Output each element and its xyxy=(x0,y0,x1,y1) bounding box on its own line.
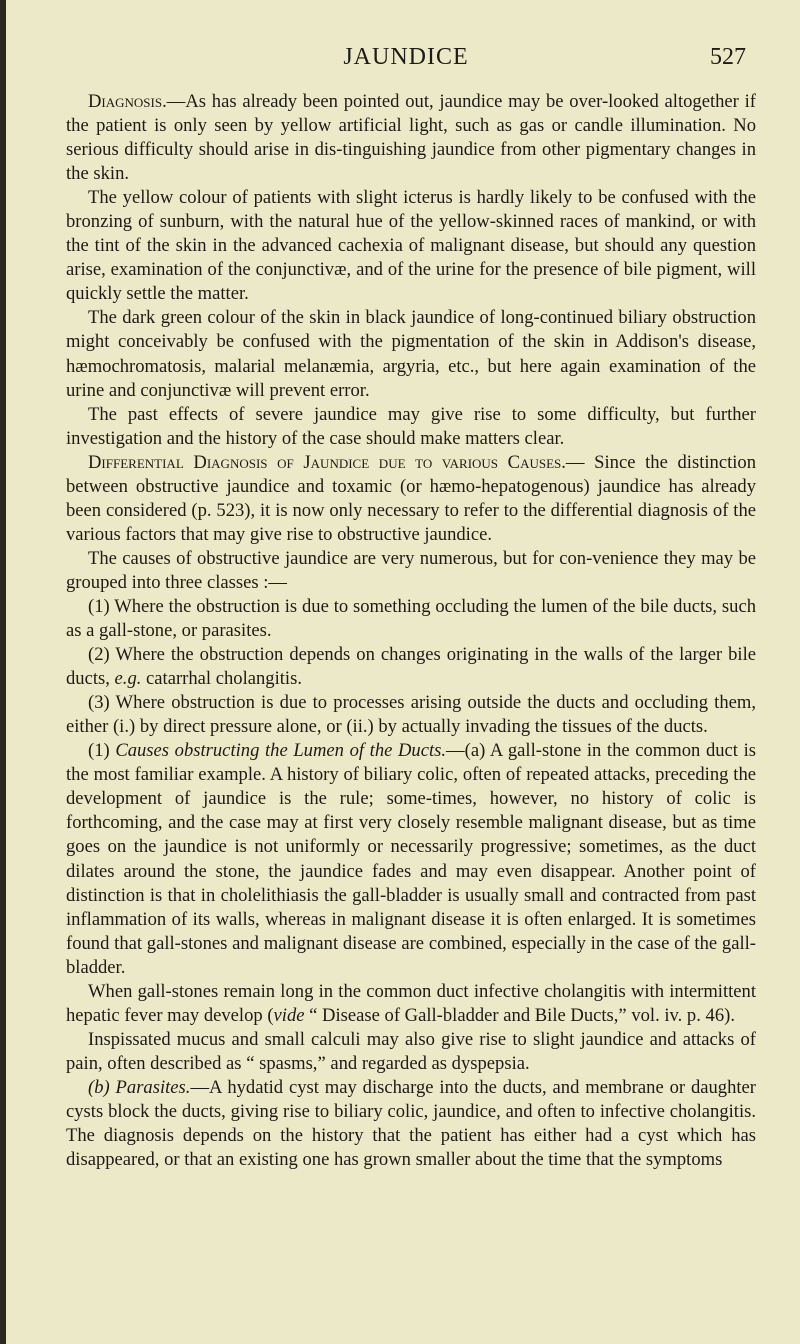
paragraph-dark-green-colour: The dark green colour of the skin in black jaundice of long-continued biliary obstruction might conceivably be confused with the pigmentation of the skin in Addison's disease, hæmochromatosis, malarial melanæmia, argyria, etc., but here again examination of the urine and conjunctivæ will prevent error. xyxy=(66,307,756,401)
section-heading-differential: Differential Diagnosis of Jaundice due to various Causes. xyxy=(88,451,566,473)
paragraph-gall-stone: (1) Causes obstructing the Lumen of the Ducts.—(a) A gall-stone in the common duct is the most familiar example. A history of biliary colic, often of repeated attacks, preceding the development of jaundice is the rule; some-times, however, no history of colic is forthcoming, and the case may at first very closely resemble malignant disease, but as time goes on the jaundice is not uniformly or necessarily progressive; sometimes, as the duct dilates around the stone, the jaundice fades and may even disappear. Another point of distinction is that in cholelithiasis the gall-bladder is usually small and contracted from past inflammation of its walls, whereas in malignant disease it is often enlarged. It is sometimes found that gall-stones and malignant disease are combined, especially in the case of the gall-bladder. xyxy=(66,740,756,978)
list-item-class-1: (1) Where the obstruction is due to something occluding the lumen of the bile ducts, such as a gall-stone, or parasites. xyxy=(66,595,756,642)
running-header xyxy=(66,44,746,78)
paragraph-diagnosis-intro: Diagnosis.—As has already been pointed out, jaundice may be over-looked altogether if the patient is only seen by yellow artificial light, such as gas or candle illumination. No serious difficulty should arise in dis-tinguishing jaundice from other pigmentary changes in the skin. xyxy=(66,91,756,185)
paragraph-past-effects: The past effects of severe jaundice may give rise to some difficulty, but further investigation and the history of the case should make matters clear. xyxy=(66,403,756,449)
paragraph-yellow-colour: The yellow colour of patients with slight icterus is hardly likely to be confused with the bronzing of sunburn, with the natural hue of the yellow-skinned races of mankind, or with the tint of the skin in the advanced cachexia of malignant disease, but should any question arise, examination of the conjunctivæ, and of the urine for the presence of bile pigment, will quickly settle the matter. xyxy=(66,187,756,305)
subsection-heading-lumen: Causes obstructing the Lumen of the Ducts. xyxy=(115,740,447,762)
list-item-class-2: (2) Where the obstruction depends on changes originating in the walls of the larger bile ducts, e.g. catarrhal cholangitis. xyxy=(66,644,756,690)
page-binding-edge xyxy=(0,0,6,1344)
body-text xyxy=(66,90,756,1172)
paragraph-differential-intro: Differential Diagnosis of Jaundice due to various Causes.— Since the distinction between obstructive jaundice and toxamic (or hæmo-hepatogenous) jaundice has already been considered (p. 523), it is now only necessary to refer to the differential diagnosis of the various factors that may give rise to obstructive jaundice. xyxy=(66,451,757,545)
page-number: 527 xyxy=(710,44,746,70)
paragraph-causes-classes: The causes of obstructive jaundice are very numerous, but for con-venience they may be grouped into three classes :— xyxy=(66,547,756,593)
paragraph-inspissated-mucus: Inspissated mucus and small calculi may also give rise to slight jaundice and attacks of pain, often described as “ spasms,” and regarded as dyspepsia. xyxy=(66,1028,756,1074)
subsection-heading-parasites: (b) Parasites. xyxy=(88,1076,191,1098)
section-heading-diagnosis: Diagnosis. xyxy=(88,91,167,112)
paragraph-parasites: (b) Parasites.—A hydatid cyst may discharge into the ducts, and membrane or daughter cysts block the ducts, giving rise to biliary colic, jaundice, and often to infective cholangitis. The diagnosis depends on the history that the patient has either had a cyst which has disappeared, or that an existing one has grown smaller about the time that the symptoms xyxy=(66,1076,756,1171)
paragraph-infective-cholangitis: When gall-stones remain long in the common duct infective cholangitis with intermittent hepatic fever may develop (vide “ Disease of Gall-bladder and Bile Ducts,” vol. iv. p. 46). xyxy=(66,980,756,1026)
running-title: JAUNDICE xyxy=(343,44,469,70)
list-item-class-3: (3) Where obstruction is due to processes arising outside the ducts and occluding them, either (i.) by direct pressure alone, or (ii.) by actually invading the tissues of the ducts. xyxy=(66,692,756,738)
